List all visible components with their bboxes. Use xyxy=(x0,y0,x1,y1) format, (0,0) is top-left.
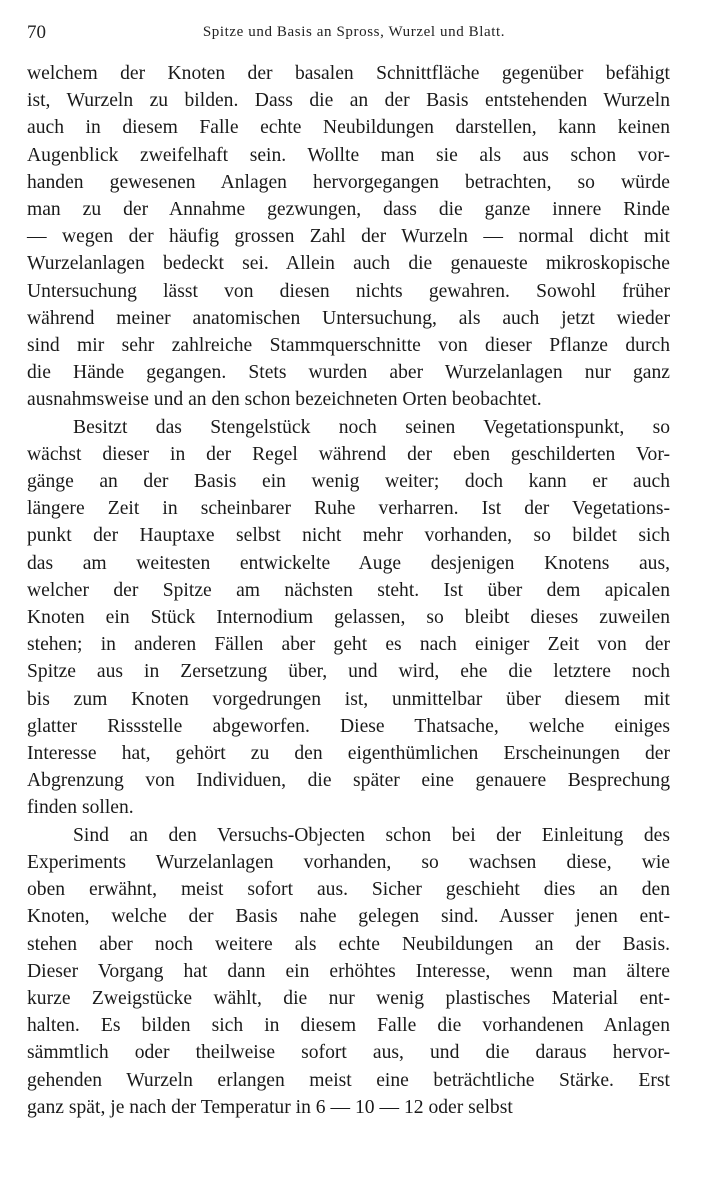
paragraph xyxy=(27,60,670,414)
text-line: längere Zeit in scheinbarer Ruhe verharren. Ist der Vegetations- xyxy=(27,498,670,520)
text-line: — wegen der häufig grossen Zahl der Wurzeln — normal dicht mit xyxy=(27,226,670,248)
text-line: gänge an der Basis ein wenig weiter; doch kann er auch xyxy=(27,471,670,493)
page-number: 70 xyxy=(27,22,46,43)
text-line: oben erwähnt, meist sofort aus. Sicher geschieht dies an den xyxy=(27,879,670,901)
text-line: kurze Zweigstücke wählt, die nur wenig plastisches Material ent- xyxy=(27,987,670,1009)
text-line: ausnahmsweise und an den schon bezeichneten Orten beobachtet. xyxy=(27,389,542,411)
text-line: ganz spät, je nach der Temperatur in 6 — 10 — 12 oder selbst xyxy=(27,1096,513,1118)
text-line: finden sollen. xyxy=(27,797,134,819)
page-header xyxy=(27,22,681,48)
text-line: glatter Rissstelle abgeworfen. Diese Thatsache, welche einiges xyxy=(27,715,670,737)
text-line: die Hände gegangen. Stets wurden aber Wurzelanlagen nur ganz xyxy=(27,362,670,384)
text-line: bis zum Knoten vorgedrungen ist, unmittelbar über diesem mit xyxy=(27,688,670,710)
text-line: Wurzelanlagen bedeckt sei. Allein auch die genaueste mikroskopische xyxy=(27,253,670,275)
text-line: auch in diesem Falle echte Neubildungen darstellen, kann keinen xyxy=(27,117,670,139)
running-title: Spitze und Basis an Spross, Wurzel und Blatt. xyxy=(202,24,506,40)
text-line: halten. Es bilden sich in diesem Falle die vorhandenen Anlagen xyxy=(27,1015,670,1037)
text-line: Knoten, welche der Basis nahe gelegen sind. Ausser jenen ent- xyxy=(27,906,670,928)
text-line: sämmtlich oder theilweise sofort aus, und die daraus hervor- xyxy=(27,1042,670,1064)
text-line: Experiments Wurzelanlagen vorhanden, so wachsen diese, wie xyxy=(27,851,670,873)
text-line: das am weitesten entwickelte Auge desjenigen Knotens aus, xyxy=(27,552,670,574)
text-line: während meiner anatomischen Untersuchung, als auch jetzt wieder xyxy=(27,307,670,329)
text-line: Besitzt das Stengelstück noch seinen Vegetationspunkt, so xyxy=(73,416,670,438)
text-line: ist, Wurzeln zu bilden. Dass die an der Basis entstehenden Wurzeln xyxy=(27,90,670,112)
text-line: stehen; in anderen Fällen aber geht es nach einiger Zeit von der xyxy=(27,634,670,656)
text-line: welchem der Knoten der basalen Schnittfläche gegenüber befähigt xyxy=(27,63,670,84)
text-line: stehen aber noch weitere als echte Neubildungen an der Basis. xyxy=(27,933,670,955)
text-line: Augenblick zweifelhaft sein. Wollte man sie als aus schon vor- xyxy=(27,144,670,166)
text-line: handen gewesenen Anlagen hervorgegangen betrachten, so würde xyxy=(27,171,670,193)
text-line: wächst dieser in der Regel während der eben geschilderten Vor- xyxy=(27,443,670,465)
text-line: punkt der Hauptaxe selbst nicht mehr vorhanden, so bildet sich xyxy=(27,525,670,547)
text-line: Interesse hat, gehört zu den eigenthümlichen Erscheinungen der xyxy=(27,743,670,765)
paragraph xyxy=(27,414,670,822)
text-line: Knoten ein Stück Internodium gelassen, so bleibt dieses zuweilen xyxy=(27,607,670,629)
text-line: man zu der Annahme gezwungen, dass die ganze innere Rinde xyxy=(27,199,670,221)
text-line: Abgrenzung von Individuen, die später eine genauere Besprechung xyxy=(27,770,670,792)
body-text xyxy=(27,60,670,1121)
paragraph xyxy=(27,822,670,1121)
text-line: welcher der Spitze am nächsten steht. Ist über dem apicalen xyxy=(27,579,670,601)
text-line: Spitze aus in Zersetzung über, und wird, ehe die letztere noch xyxy=(27,661,670,683)
text-line: sind mir sehr zahlreiche Stammquerschnitte von dieser Pflanze durch xyxy=(27,335,670,357)
text-line: gehenden Wurzeln erlangen meist eine beträchtliche Stärke. Erst xyxy=(27,1069,670,1091)
text-line: Untersuchung lässt von diesen nichts gewahren. Sowohl früher xyxy=(27,280,670,302)
text-line: Dieser Vorgang hat dann ein erhöhtes Interesse, wenn man ältere xyxy=(27,960,670,982)
text-line: Sind an den Versuchs-Objecten schon bei der Einleitung des xyxy=(73,824,670,846)
